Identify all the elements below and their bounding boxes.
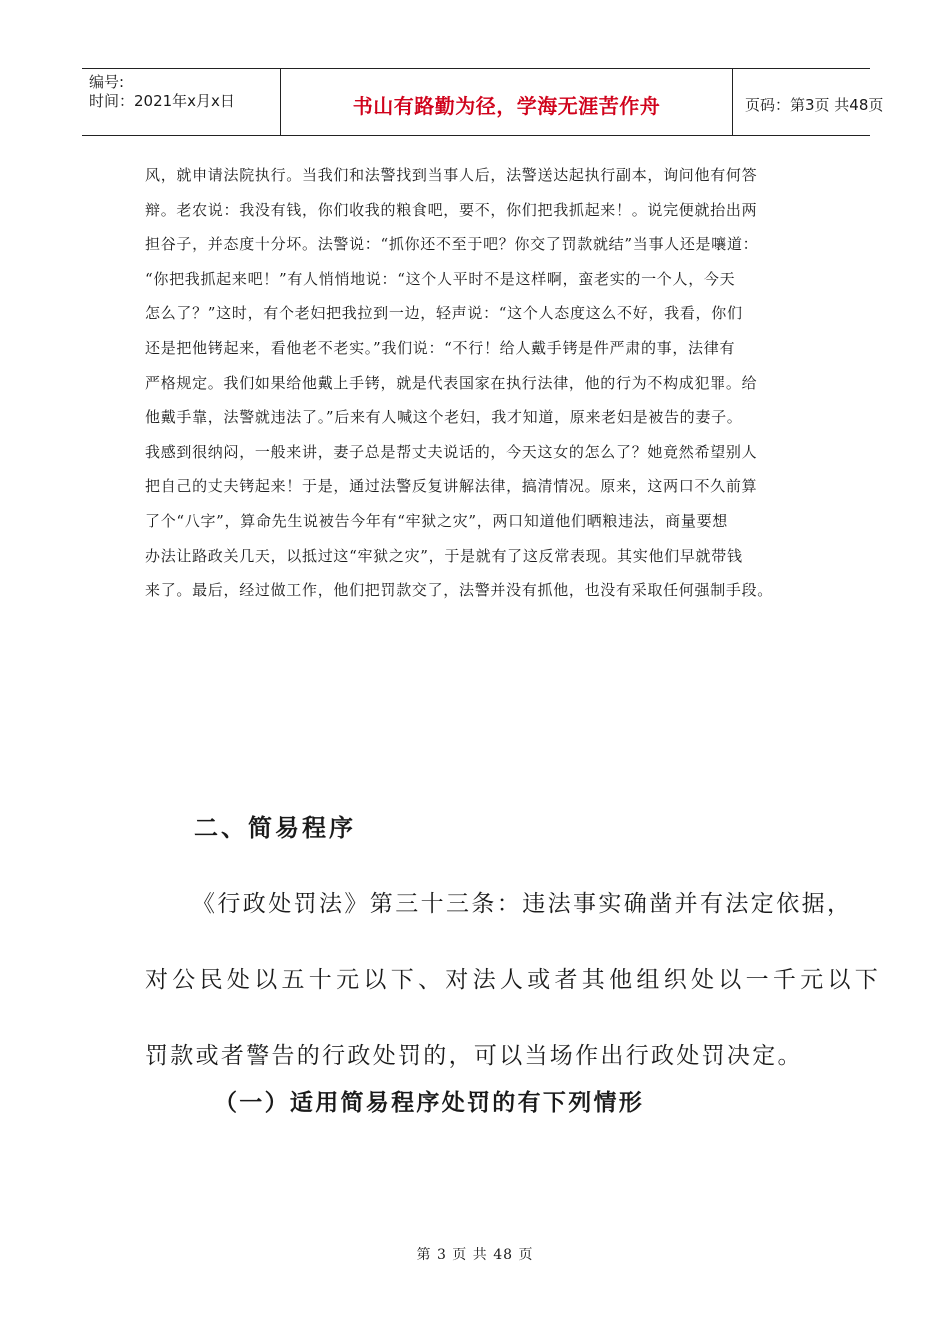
law-line: 罚款或者警告的行政处罚的，可以当场作出行政处罚决定。 [145, 1043, 803, 1069]
body-line: 了个“八字”，算命先生说被告今年有“牢狱之灾”，两口知道他们晒粮违法，商量要想 [145, 511, 728, 530]
body-line: 我感到很纳闷，一般来讲，妻子总是帮丈夫说话的，今天这女的怎么了？她竟然希望别人 [145, 442, 758, 461]
body-line: 来了。最后，经过做工作，他们把罚款交了，法警并没有抓他，也没有采取任何强制手段。 [145, 581, 774, 600]
law-article-paragraph [145, 866, 883, 1094]
document-header [82, 68, 884, 136]
body-line: 把自己的丈夫铐起来！于是，通过法警反复讲解法律，搞清情况。原来，这两口不久前算 [145, 477, 758, 496]
body-line: 风，就申请法院执行。当我们和法警找到当事人后，法警送达起执行副本，询问他有何答 [145, 166, 758, 184]
body-line: 办法让路政关几天，以抵过这“牢狱之灾”，于是就有了这反常表现。其实他们早就带钱 [145, 546, 743, 565]
header-meta [82, 69, 281, 135]
body-line: 辩。老农说：我没有钱，你们收我的粮食吧，要不，你们把我抓起来！。说完便就抬出两 [145, 200, 758, 219]
body-paragraph [145, 158, 825, 608]
header-motto: 书山有路勤为径，学海无涯苦作舟 [281, 69, 733, 135]
law-line: 《行政处罚法》第三十三条：违法事实确凿并有法定依据， [192, 891, 853, 917]
law-line: 对公民处以五十元以下、对法人或者其他组织处以一千元以下 [145, 967, 883, 993]
body-line: 他戴手靠，法警就违法了。”后来有人喊这个老妇，我才知道，原来老妇是被告的妻子。 [145, 408, 743, 427]
page-footer: 第 3 页 共 48 页 [416, 1247, 534, 1263]
body-line: 怎么了？”这时，有个老妇把我拉到一边，轻声说：“这个人态度这么不好，我看，你们 [145, 304, 743, 323]
document-date-label: 时间：2021年x月x日 [89, 92, 235, 110]
subsection-heading: （一）适用简易程序处罚的有下列情形 [214, 1089, 645, 1116]
document-number-label: 编号: [89, 73, 125, 91]
body-line: 严格规定。我们如果给他戴上手铐，就是代表国家在执行法律，他的行为不构成犯罪。给 [145, 373, 758, 392]
section-heading: 二、简易程序 [194, 813, 356, 842]
body-line: 担谷子，并态度十分坏。法警说：“抓你还不至于吧？你交了罚款就结”当事人还是嚷道： [145, 235, 759, 254]
body-line: 还是把他铐起来，看他老不老实。”我们说：“不行！给人戴手铐是件严肃的事，法律有 [145, 338, 736, 357]
header-page-info: 页码：第3页 共48页 [745, 95, 884, 114]
body-line: “你把我抓起来吧！”有人悄悄地说：“这个人平时不是这样啊，蛮老实的一个人，今天 [145, 269, 736, 288]
